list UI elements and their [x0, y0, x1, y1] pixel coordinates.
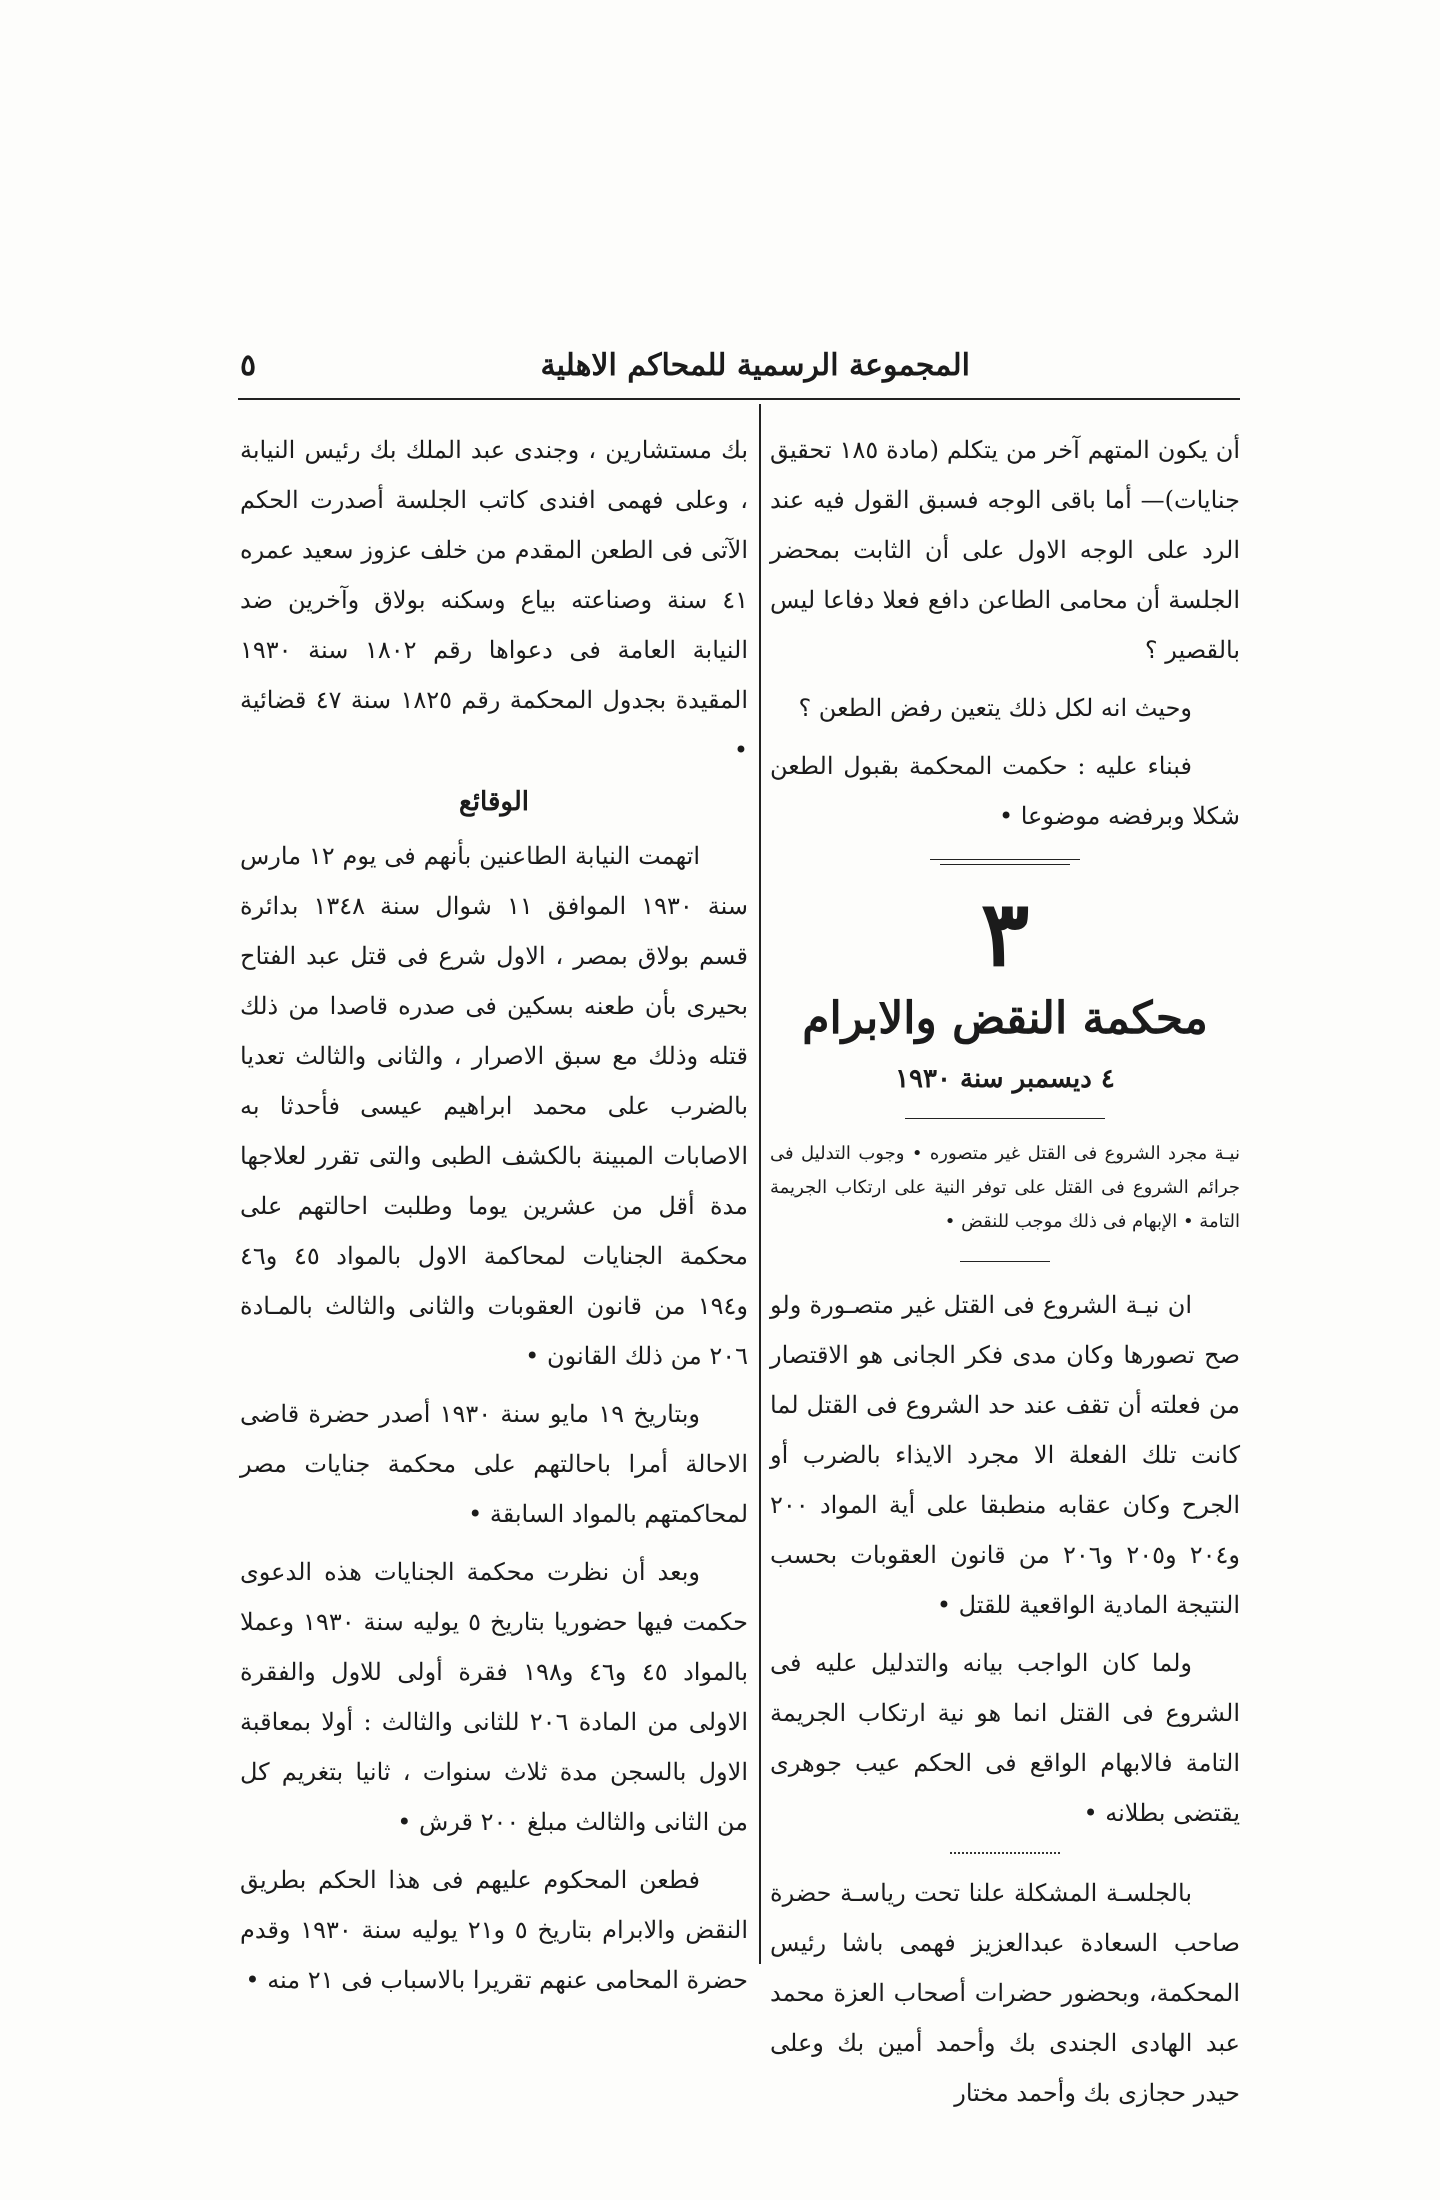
section-separator	[930, 859, 1080, 866]
facts-paragraph-4: فطعن المحكوم عليهم فى هذا الحكم بطريق النقض والابرام بتاريخ ٥ و٢١ يوليه سنة ١٩٣٠ وقدم حضرة المحامى عنهم تقريرا بالاسباب فى ٢١ منه •	[240, 1866, 749, 1994]
summary-rule	[960, 1261, 1050, 1262]
running-header	[240, 340, 1240, 390]
session-continued-paragraph: بك مستشارين ، وجندى عبد الملك بك رئيس النيابة ، وعلى فهمى افندى كاتب الجلسة أصدرت الحكم الآتى فى الطعن المقدم من خلف عزوز سعيد عمره ٤١ سنة وصناعته بياع وسكنه بولاق وآخرين ضد النيابة العامة فى دعواها رقم ١٨٠٢ سنة ١٩٣٠ المقيدة بجدول المحكمة رقم ١٨٢٥ سنة ٤٧ قضائية •	[240, 436, 749, 764]
case-number: ٣	[980, 881, 1030, 987]
facts-paragraph-2: وبتاريخ ١٩ مايو سنة ١٩٣٠ أصدر حضرة قاضى الاحالة أمرا باحالتهم على محكمة جنايات مصر لمحاكمتهم بالمواد السابقة •	[240, 1400, 748, 1528]
court-date: ٤ ديسمبر سنة ١٩٣٠	[895, 1064, 1115, 1094]
court-name: محكمة النقض والابرام	[802, 993, 1208, 1044]
ruling-paragraph: فبناء عليه : حكمت المحكمة بقبول الطعن شكلا وبرفضه موضوعا •	[770, 752, 1240, 830]
journal-title: المجموعة الرسمية للمحاكم الاهلية	[540, 347, 970, 383]
case-summary: نيـة مجرد الشروع فى القتل غير متصوره • وجوب التدليل فى جرائم الشروع فى القتل على توفر النية على ارتكاب الجريمة التامة • الإبهام فى ذلك موجب للنقض •	[770, 1143, 1240, 1232]
principle-paragraph-1: ان نيـة الشروع فى القتل غير متصـورة ولو صح تصورها وكان مدى فكر الجانى هو الاقتصار من فعلته أن تقف عند حد الشروع فى القتل لما كانت تلك الفعلة الا مجرد الايذاء بالضرب أو الجرح وكان عقابه منطبقا على أية المواد ٢٠٠ و٢٠٤ و٢٠٥ و٢٠٦ من قانون العقوبات بحسب النتيجة المادية الواقعية للقتل •	[770, 1291, 1240, 1619]
right-column	[770, 425, 1240, 2118]
continued-paragraph: أن يكون المتهم آخر من يتكلم (مادة ١٨٥ تحقيق جنايات)— أما باقى الوجه فسبق القول فيه عند الرد على الوجه الاول على أن الثابت بمحضر الجلسة أن محامى الطاعن دافع فعلا دفاعا ليس بالقصير ؟	[770, 436, 1241, 664]
principle-paragraph-2: ولما كان الواجب بيانه والتدليل عليه فى الشروع فى القتل انما هو نية ارتكاب الجريمة التامة فالابهام الواقع فى الحكم عيب جوهرى يقتضى بطلانه •	[770, 1649, 1240, 1827]
principle-rule	[950, 1852, 1060, 1854]
column-divider	[759, 404, 761, 1964]
reasoning-paragraph: وحيث انه لكل ذلك يتعين رفض الطعن ؟	[798, 694, 1192, 722]
facts-paragraph-3: وبعد أن نظرت محكمة الجنايات هذه الدعوى حكمت فيها حضوريا بتاريخ ٥ يوليه سنة ١٩٣٠ وعملا بالمواد ٤٥ و٤٦ و١٩٨ فقرة أولى للاول والفقرة الاولى من المادة ٢٠٦ للثانى والثالث : أولا بمعاقبة الاول بالسجن مدة ثلاث سنوات ، ثانيا بتغريم كل من الثانى والثالث مبلغ ٢٠٠ قرش •	[240, 1558, 749, 1836]
date-rule	[905, 1118, 1105, 1119]
facts-heading: الوقائع	[458, 787, 529, 817]
session-paragraph: بالجلسـة المشكلة علنا تحت رياسـة حضرة صاحب السعادة عبدالعزيز فهمى باشا رئيس المحكمة، وبحضور حضرات أصحاب العزة محمد عبد الهادى الجندى بك وأحمد أمين بك وعلى حيدر حجازى بك وأحمد مختار	[770, 1879, 1240, 2107]
facts-paragraph-1: اتهمت النيابة الطاعنين بأنهم فى يوم ١٢ مارس سنة ١٩٣٠ الموافق ١١ شوال سنة ١٣٤٨ بدائرة قسم بولاق بمصر ، الاول شرع فى قتل عبد الفتاح بحيرى بأن طعنه بسكين فى صدره قاصدا من ذلك قتله وذلك مع سبق الاصرار ، والثانى والثالث تعديا بالضرب على محمد ابراهيم عيسى فأحدثا به الاصابات المبينة بالكشف الطبى والتى تقرر لعلاجها مدة أقل من عشرين يوما وطلبت احالتهم على محكمة الجنايات لمحاكمة الاول بالمواد ٤٥ و٤٦ و١٩٤ من قانون العقوبات والثانى والثالث بالمـادة ٢٠٦ من ذلك القانون •	[240, 842, 749, 1370]
page-number: ٥	[240, 347, 257, 383]
header-rule	[238, 398, 1240, 400]
left-column	[240, 425, 748, 2005]
